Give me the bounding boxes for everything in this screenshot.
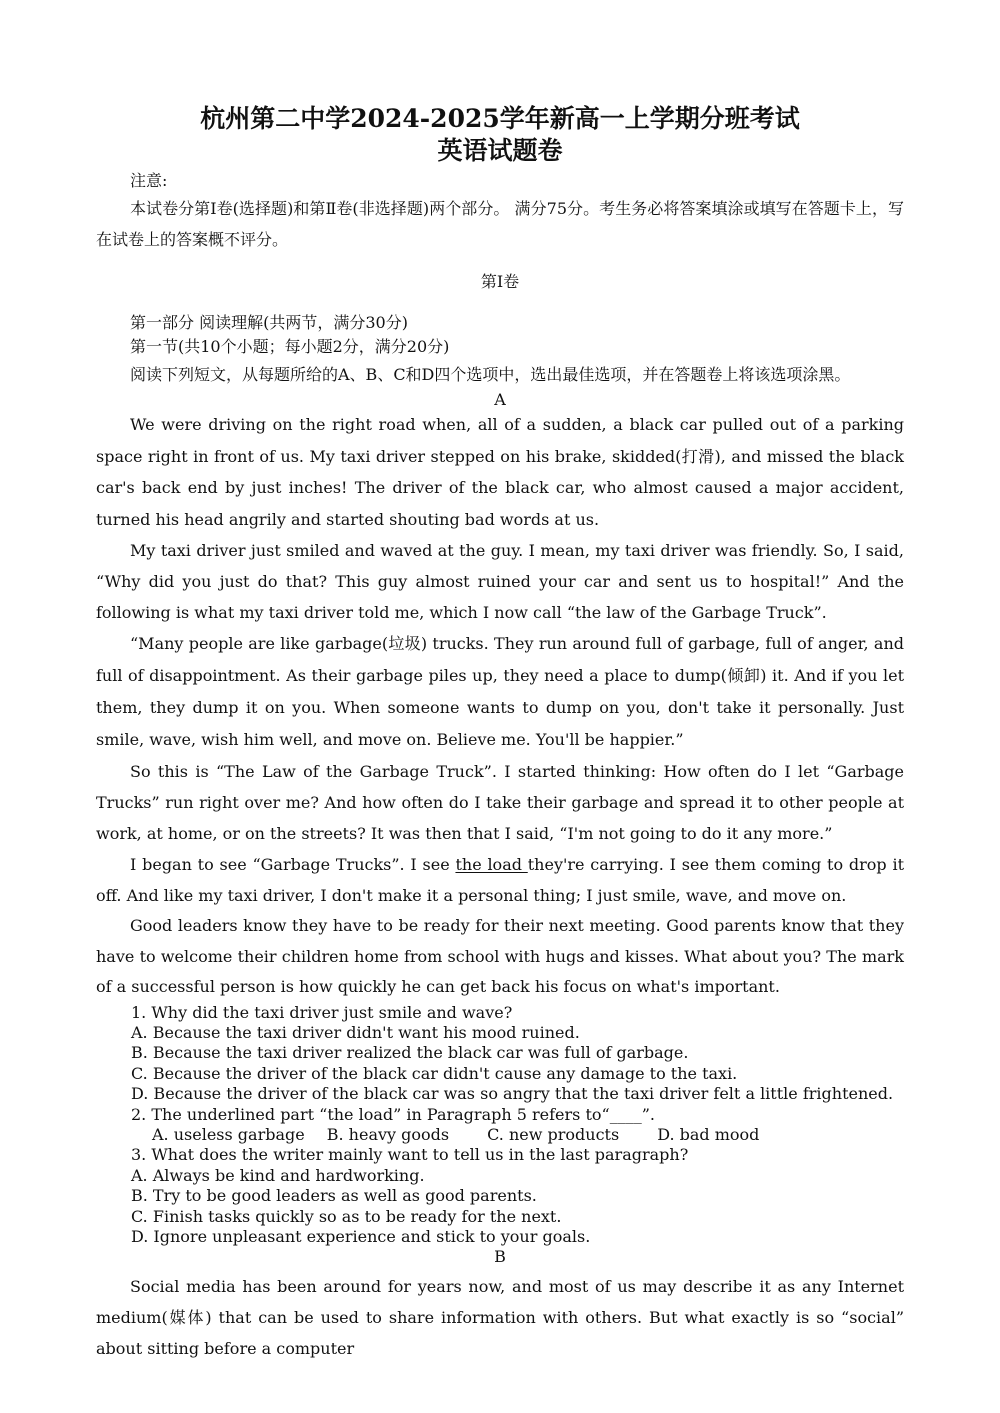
passage-b-paragraph-1: Social media has been around for years now, and most of us may describe it as any Internet medium(媒体) that can be used to share information with others. But what exactly is so “social” about sitting before a computer [96,1277,904,1359]
exam-subtitle: 英语试题卷 [437,136,563,165]
section1-heading: 第一节(共10个小题；每小题2分，满分20分) [130,337,450,356]
question-3-option-d: D. Ignore unpleasant experience and stick to your goals. [131,1226,591,1246]
question-3: 3. What does the writer mainly want to tell us in the last paragraph? [131,1145,689,1165]
question-1-option-d: D. Because the driver of the black car was so angry that the taxi driver felt a little frightened. [131,1084,894,1104]
question-2-option-d: D. bad mood [657,1124,760,1144]
passage-b-label: B [494,1247,506,1267]
passage-a-paragraph-4: So this is “The Law of the Garbage Truck”. I started thinking: How often do I let “Garbage Trucks” run right over me? And how often do I take their garbage and spread it to other people at work, at home, or on the streets? It was then that I said, “I'm not going to do it any more.” [96,762,904,843]
passage-a-label: A [494,390,506,409]
p5-before: I began to see “Garbage Trucks”. I see [130,855,456,874]
passage-a-paragraph-2: My taxi driver just smiled and waved at the guy. I mean, my taxi driver was friendly. So, I said, “Why did you just do that? This guy almost ruined your car and sent us to hospital!” And the following is what my taxi driver told me, which I now call “the law of the Garbage Truck”. [96,541,904,622]
question-2-option-b: B. heavy goods [326,1124,450,1144]
question-2-options [0,1125,1000,1145]
question-2-option-a: A. useless garbage [152,1124,305,1144]
passage-a-paragraph-1: We were driving on the right road when, all of a sudden, a black car pulled out of a parking space right in front of us. My taxi driver stepped on his brake, skidded(打滑), and missed the black car's back end by just inches! The driver of the black car, who almost caused a major accident, turned his head angrily and started shouting bad words at us. [96,415,904,529]
question-3-option-b: B. Try to be good leaders as well as good parents. [131,1186,537,1206]
question-3-option-c: C. Finish tasks quickly so as to be ready for the next. [131,1206,562,1226]
passage-a-paragraph-3: “Many people are like garbage(垃圾) trucks. They run around full of garbage, full of anger, and full of disappointment. As their garbage piles up, they need a place to dump(倾卸) it. And if you let them, they dump it on you. When someone wants to dump on you, don't take it personally. Just smile, wave, wish him well, and move on. Believe me. You'll be happier.” [96,634,904,749]
question-1: 1. Why did the taxi driver just smile and wave? [131,1002,513,1022]
question-1-option-a: A. Because the taxi driver didn't want his mood ruined. [131,1022,580,1042]
underlined-the-load: the load [455,855,528,874]
p5-after: they're carrying. I see them coming to drop it off. And like my taxi driver, I don't make it a personal thing; I just smile, wave, and move on. [96,855,904,905]
notice-text: 本试卷分第Ⅰ卷(选择题)和第Ⅱ卷(非选择题)两个部分。 满分75分。考生务必将答案填涂或填写在答题卡上，写在试卷上的答案概不评分。 [96,199,904,249]
question-3-option-a: A. Always be kind and hardworking. [131,1165,425,1185]
question-1-option-b: B. Because the taxi driver realized the black car was full of garbage. [131,1043,689,1063]
exam-title: 杭州第二中学2024-2025学年新高一上学期分班考试 [200,104,800,133]
volume-label: 第Ⅰ卷 [480,272,520,291]
instruction-text: 阅读下列短文，从每题所给的A、B、C和D四个选项中，选出最佳选项，并在答题卷上将该选项涂黑。 [130,365,851,384]
question-2-option-c: C. new products [487,1124,620,1144]
part1-heading: 第一部分 阅读理解(共两节，满分30分) [130,313,408,332]
question-2: 2. The underlined part “the load” in Paragraph 5 refers to“____”. [131,1104,655,1124]
notice-label: 注意: [130,171,168,190]
passage-a-paragraph-6: Good leaders know they have to be ready for their next meeting. Good parents know that they have to welcome their children home from school with hugs and kisses. What about you? The mark of a successful person is how quickly he can get back his focus on what's important. [96,916,904,996]
question-1-option-c: C. Because the driver of the black car didn't cause any damage to the taxi. [131,1063,738,1083]
passage-a-paragraph-5 [0,849,1000,911]
